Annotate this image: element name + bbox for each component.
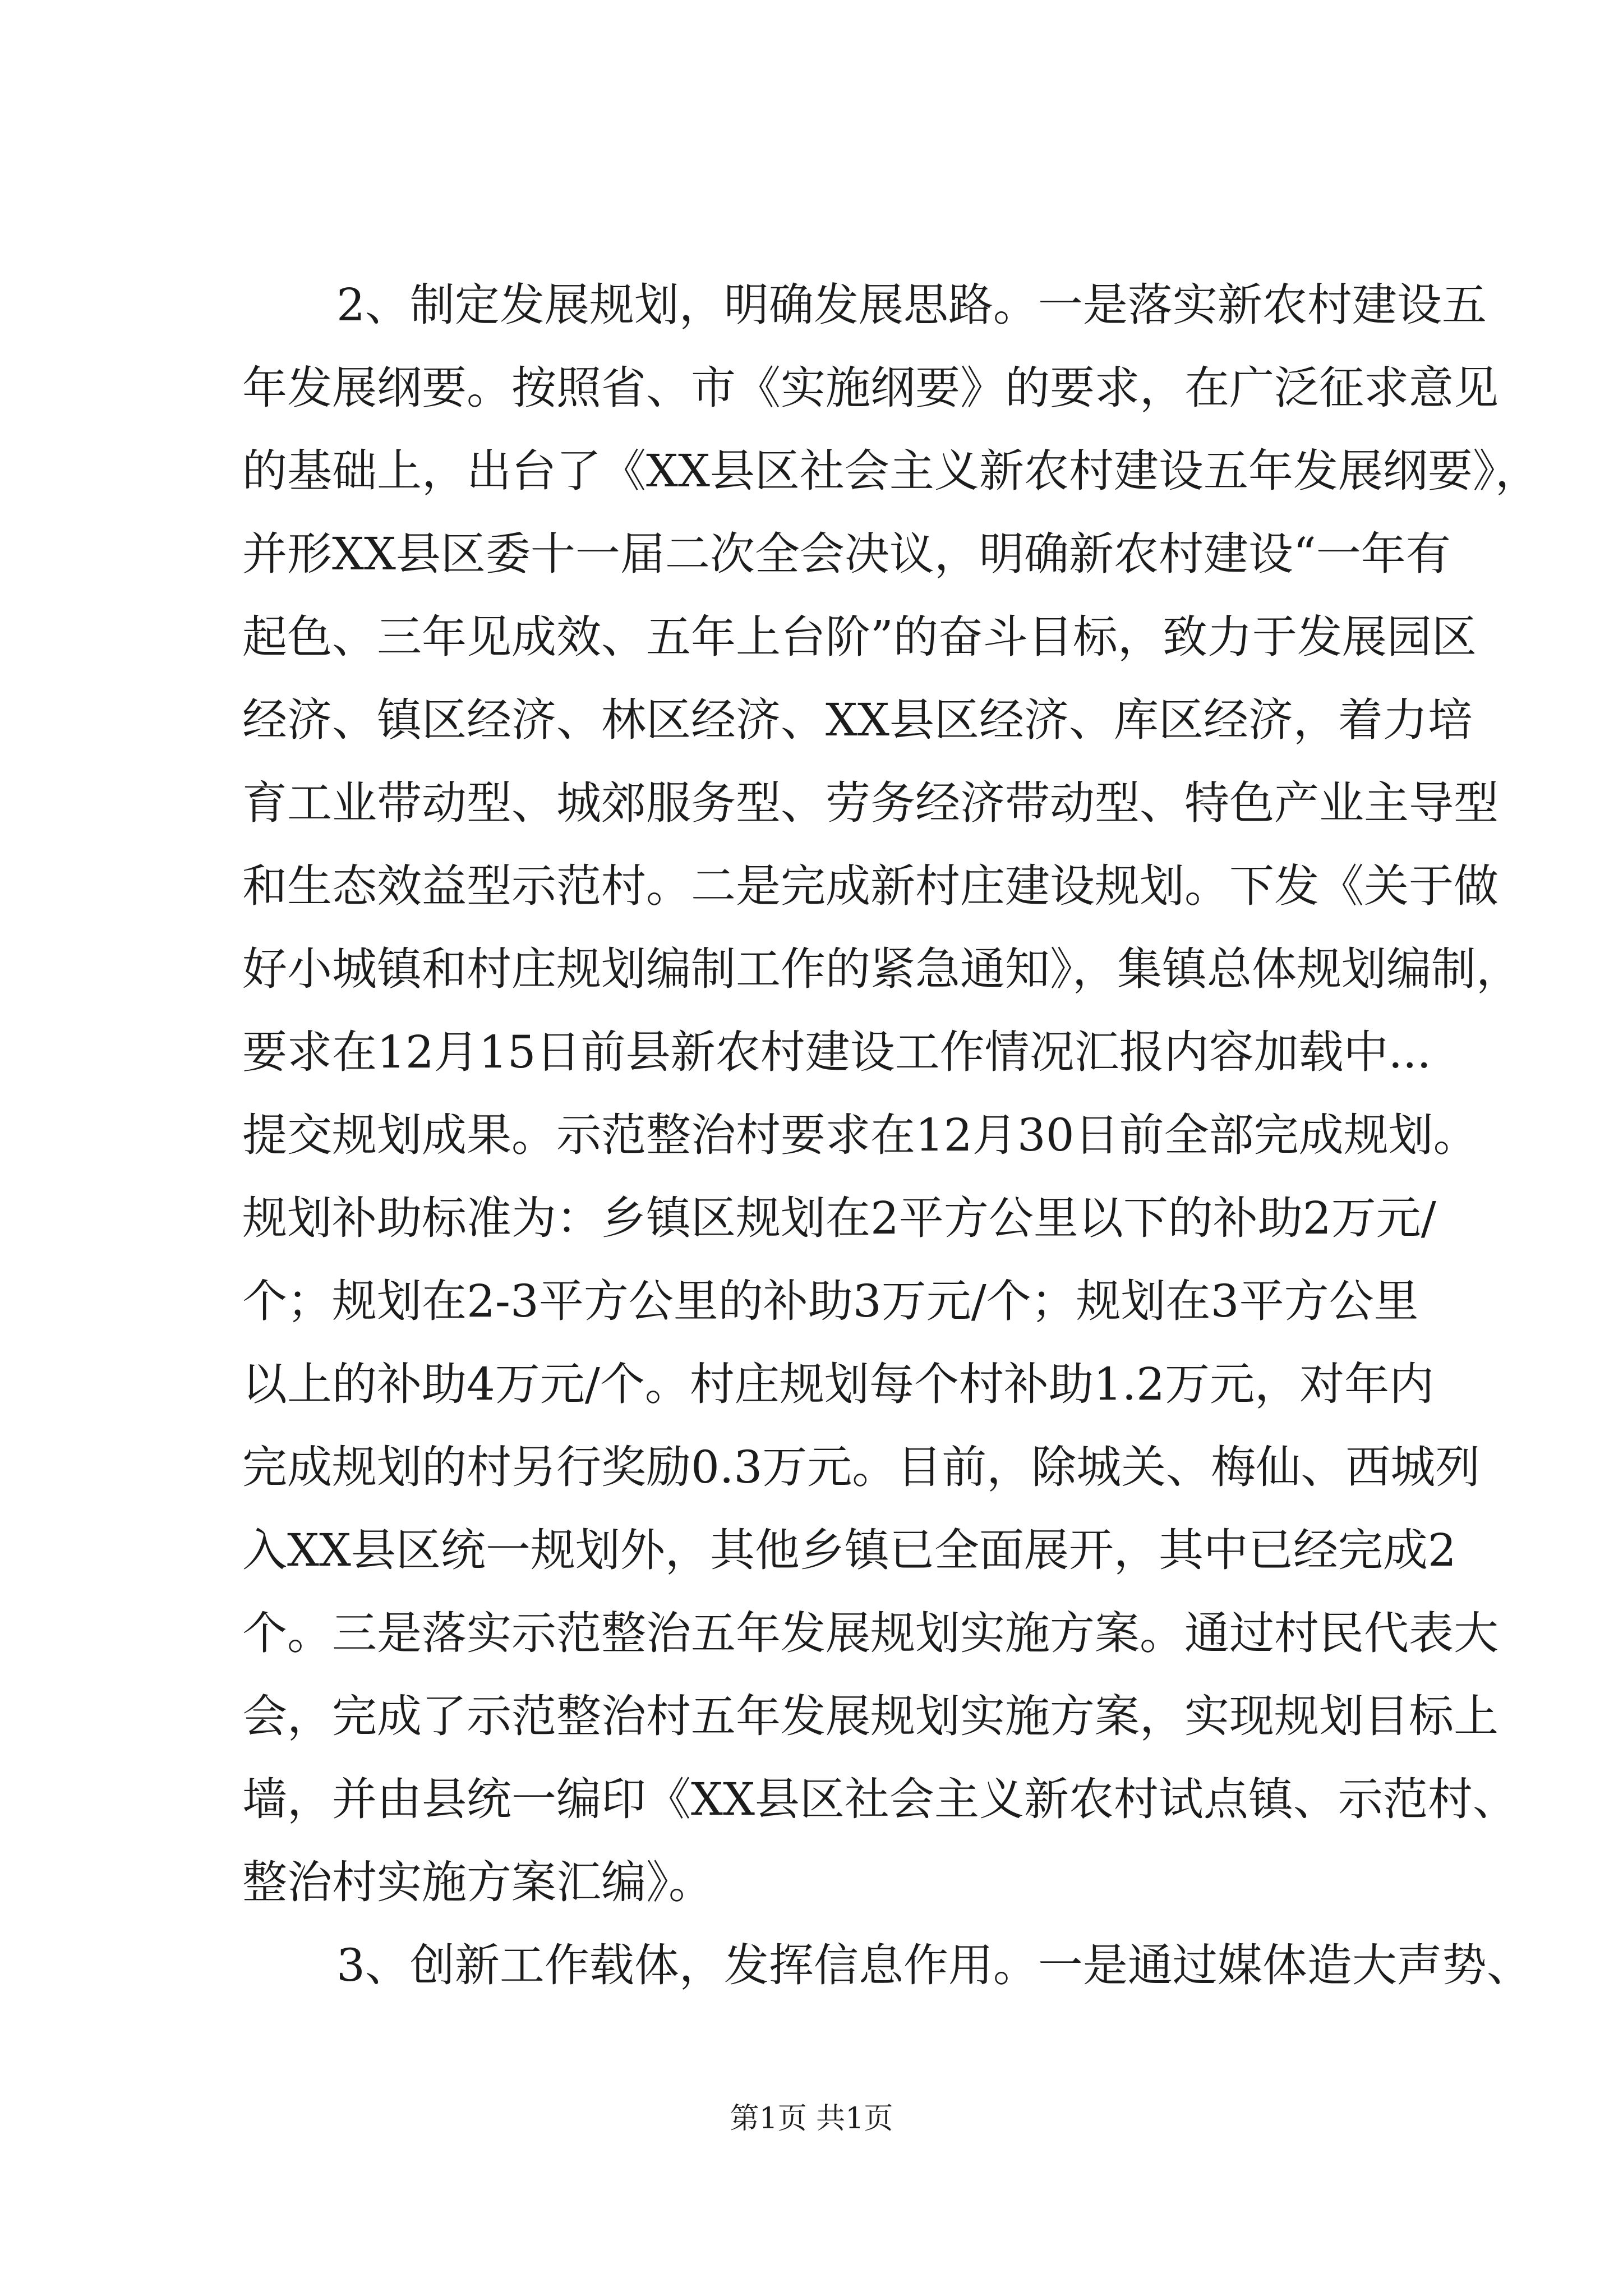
paragraph-2-line-7: 育工业带动型、城郊服务型、劳务经济带动型、特色产业主导型 [242, 777, 1498, 829]
paragraph-2-line-3: 的基础上，出台了《XX县区社会主义新农村建设五年发展纲要》， [242, 445, 1540, 497]
paragraph-2-line-15: 完成规划的村另行奖励0.3万元。目前，除城关、梅仙、西城列 [242, 1441, 1481, 1493]
paragraph-2-line-16: 入XX县区统一规划外，其他乡镇已全面展开，其中已经完成2 [242, 1524, 1456, 1576]
paragraph-2-line-6: 经济、镇区经济、林区经济、XX县区经济、库区经济，着力培 [242, 694, 1473, 746]
paragraph-2-line-1: 2、制定发展规划，明确发展思路。一是落实新农村建设五 [336, 279, 1487, 331]
paragraph-2-line-8: 和生态效益型示范村。二是完成新村庄建设规划。下发《关于做 [242, 860, 1498, 912]
paragraph-2-line-10: 要求在12月15日前县新农村建设工作情况汇报内容加载中... [242, 1026, 1431, 1078]
paragraph-2-line-19: 墙，并由县统一编印《XX县区社会主义新农村试点镇、示范村、 [242, 1773, 1518, 1825]
paragraph-2-line-13: 个；规划在2-3平方公里的补助3万元/个；规划在3平方公里 [242, 1275, 1419, 1327]
body-text [242, 264, 1540, 2007]
paragraph-2-line-2: 年发展纲要。按照省、市《实施纲要》的要求，在广泛征求意见 [242, 362, 1498, 414]
paragraph-2-line-5: 起色、三年见成效、五年上台阶”的奋斗目标，致力于发展园区 [242, 611, 1477, 663]
paragraph-2-line-4: 并形XX县区委十一届二次全会决议，明确新农村建设“一年有 [242, 528, 1451, 580]
paragraph-2-line-18: 会，完成了示范整治村五年发展规划实施方案，实现规划目标上 [242, 1690, 1498, 1742]
paragraph-2-line-11: 提交规划成果。示范整治村要求在12月30日前全部完成规划。 [242, 1109, 1478, 1161]
paragraph-2-line-20: 整治村实施方案汇编》。 [242, 1856, 713, 1908]
page-footer: 第1页 共1页 [730, 2102, 893, 2136]
paragraph-2-line-17: 个。三是落实示范整治五年发展规划实施方案。通过村民代表大 [242, 1607, 1498, 1659]
paragraph-2-line-14: 以上的补助4万元/个。村庄规划每个村补助1.2万元，对年内 [242, 1358, 1435, 1410]
paragraph-2-line-12: 规划补助标准为：乡镇区规划在2平方公里以下的补助2万元/ [242, 1192, 1436, 1244]
paragraph-3-line-1: 3、创新工作载体，发挥信息作用。一是通过媒体造大声势、 [336, 1939, 1532, 1991]
paragraph-2-line-9: 好小城镇和村庄规划编制工作的紧急通知》，集镇总体规划编制， [242, 943, 1521, 995]
